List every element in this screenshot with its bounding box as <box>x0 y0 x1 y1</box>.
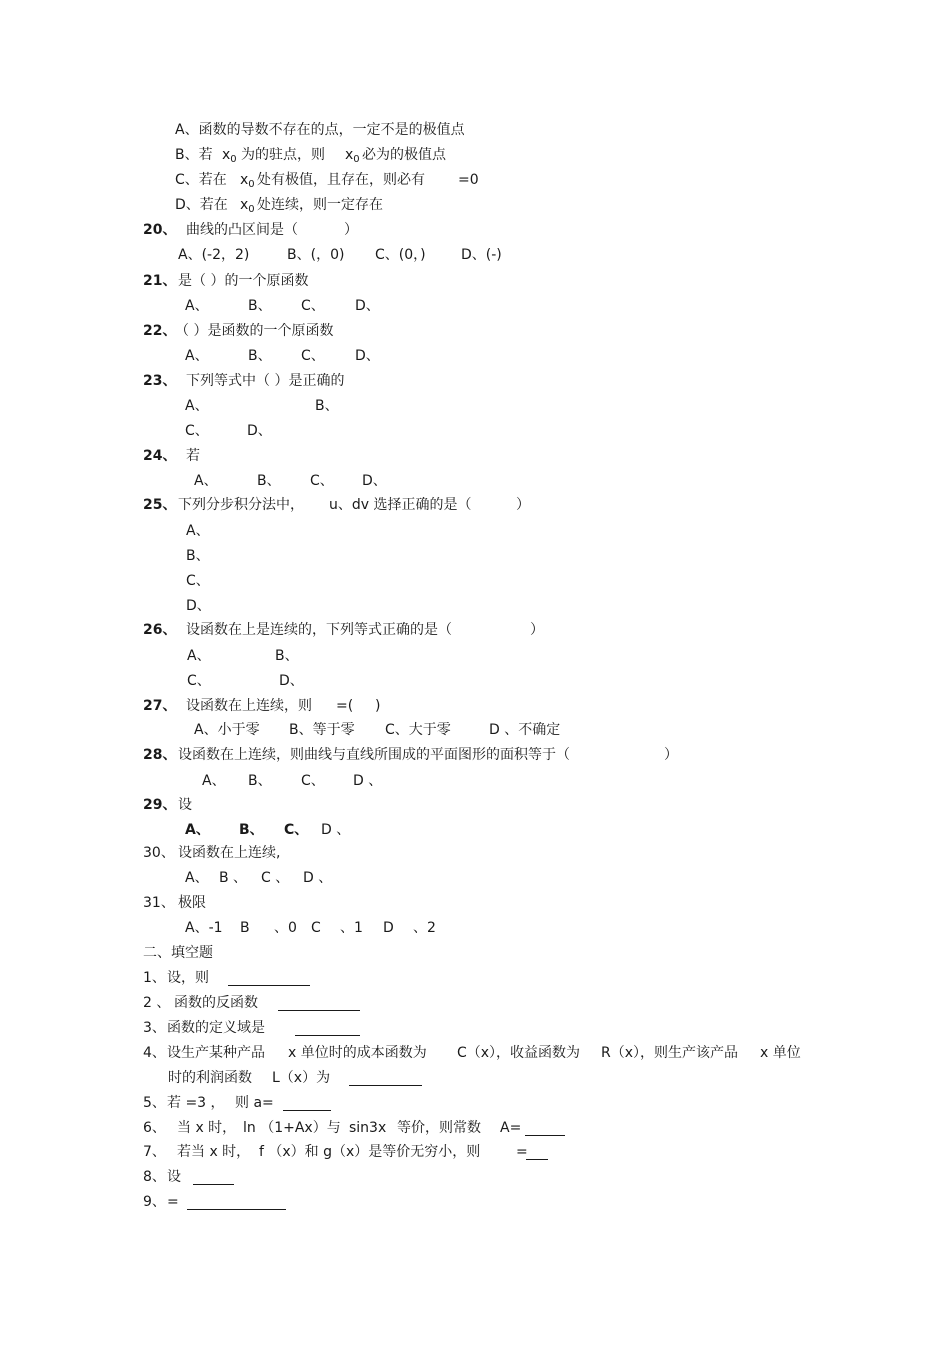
answer-blank[interactable] <box>187 1209 286 1210</box>
question-number: 25、 <box>143 497 177 513</box>
question-number: 23、 <box>143 373 177 389</box>
answer-blank[interactable] <box>295 1035 360 1036</box>
answer-blank[interactable] <box>283 1110 331 1111</box>
question-number: 24、 <box>143 448 177 464</box>
answer-blank[interactable] <box>228 985 310 986</box>
question-number: 30、 <box>143 845 175 861</box>
question-number: 28、 <box>143 747 177 763</box>
question-number: 20、 <box>143 222 177 238</box>
answer-blank[interactable] <box>193 1184 234 1185</box>
question-number: 27、 <box>143 698 177 714</box>
answer-blank[interactable] <box>525 1135 565 1136</box>
answer-blank[interactable] <box>526 1159 548 1160</box>
answer-blank[interactable] <box>278 1010 360 1011</box>
question-number: 31、 <box>143 895 175 911</box>
answer-blank[interactable] <box>349 1085 422 1086</box>
question-number: 26、 <box>143 622 177 638</box>
question-number: 21、 <box>143 273 177 289</box>
question-number: 29、 <box>143 797 177 813</box>
question-number: 22、 <box>143 323 177 339</box>
